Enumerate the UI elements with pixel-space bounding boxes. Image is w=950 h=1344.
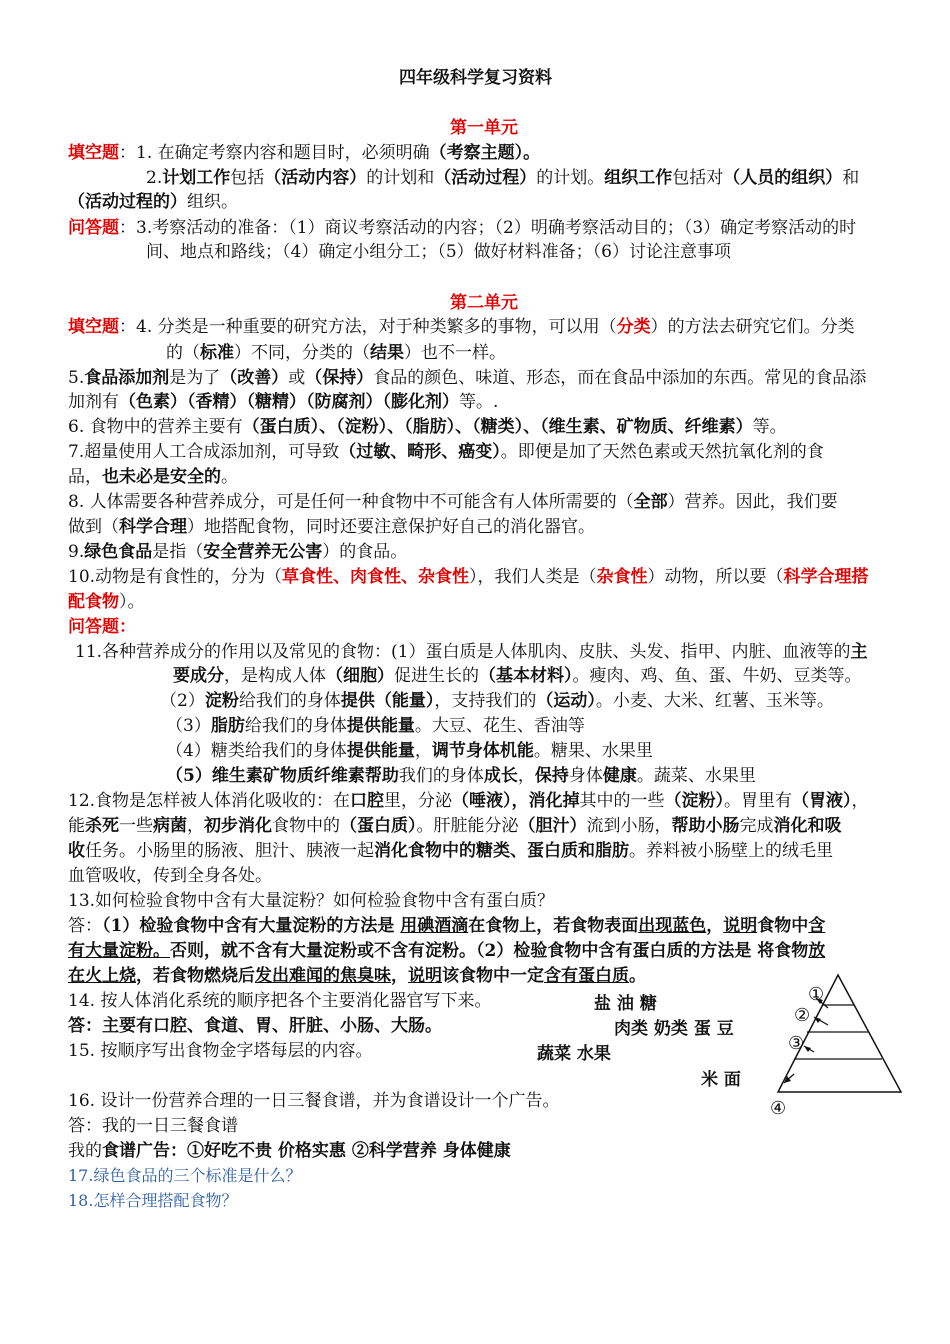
q13-answer-line2: 有大量淀粉。否则，就不含有大量淀粉或不含有淀粉。（2）检验食物中含有蛋白质的方法是 将食物放 — [68, 941, 826, 961]
unit2-q7-line1: 7.超量使用人工合成添加剂，可导致（过敏、畸形、癌变）。即便是加了天然色素或天然抗氧化剂的食 — [68, 442, 824, 462]
qa-label: 问答题 — [68, 218, 119, 238]
unit2-q5-line2: 加剂有（色素）（香精）（糖精）（防腐剂）（膨化剂）等。. — [68, 392, 499, 412]
unit1-heading: 第一单元 — [450, 118, 518, 138]
unit2-q9: 9.绿色食品是指（安全营养无公害）的食品。 — [68, 542, 408, 562]
pyramid-marker-1: ① — [808, 984, 825, 1005]
q11-line2: 要成分，是构成人体（细胞）促进生长的（基本材料）。瘦肉、鸡、鱼、蛋、牛奶、豆类等。 — [173, 666, 862, 686]
q13-answer-line1: 答：（1）检验食物中含有大量淀粉的方法是 用碘酒滴在食物上，若食物表面出现蓝色，说明食物中含 — [68, 916, 826, 936]
unit2-heading: 第二单元 — [450, 293, 518, 313]
q13-answer-line3: 在火上烧，若食物燃烧后发出难闻的焦臭味，说明该食物中一定含有蛋白质。 — [68, 966, 646, 986]
q11-line4: （3）脂肪给我们的身体提供能量。大豆、花生、香油等 — [166, 716, 585, 736]
unit2-q6: 6. 食物中的营养主要有（蛋白质）、（淀粉）、（脂肪）、（糖类）、（维生素、矿物质、纤维素）等。 — [68, 417, 787, 437]
pyramid-arrowhead-3 — [804, 1046, 811, 1052]
q16-question: 16. 设计一份营养合理的一日三餐食谱，并为食谱设计一个广告。 — [68, 1091, 560, 1111]
unit1-q2-line2: （活动过程的）组织。 — [68, 192, 238, 212]
q11-line3: （2）淀粉给我们的身体提供（能量），支持我们的（运动）。小麦、大米、红薯、玉米等。 — [160, 691, 834, 711]
q12-line3: 收任务。小肠里的肠液、胆汁、胰液一起消化食物中的糖类、蛋白质和脂肪。养料被小肠壁上的绒毛里 — [68, 841, 833, 861]
pyramid-layer4-label: 米 面 — [701, 1070, 741, 1090]
pyramid-layer1-label: 盐 油 糖 — [594, 994, 657, 1014]
q18: 18.怎样合理搭配食物？ — [68, 1191, 238, 1210]
unit1-q3-line2: 间、地点和路线；（4）确定小组分工；（5）做好材料准备；（6）讨论注意事项 — [146, 242, 731, 262]
pyramid-marker-2: ② — [794, 1005, 811, 1026]
unit1-q1: 填空题：1. 在确定考察内容和题目时，必须明确（考察主题）。 — [68, 143, 541, 163]
q12-line4: 血管吸收，传到全身各处。 — [68, 866, 272, 886]
unit2-q5-line1: 5.食品添加剂是为了（改善）或（保持）食品的颜色、味道、形态，而在食品中添加的东西。常见的食品添 — [68, 368, 867, 388]
q17: 17.绿色食品的三个标准是什么？ — [68, 1166, 302, 1185]
pyramid-layer2-label: 肉类 奶类 蛋 豆 — [614, 1019, 734, 1039]
unit1-q3-line1: 问答题：3.考察活动的准备：（1）商议考察活动的内容；（2）明确考察活动目的；（3）确定考察活动的时 — [68, 218, 857, 238]
q11-line6: （5）维生素矿物质纤维素帮助我们的身体成长，保持身体健康。蔬菜、水果里 — [166, 766, 756, 786]
q11-line1: 11.各种营养成分的作用以及常见的食物：(1）蛋白质是人体肌肉、皮肤、头发、指甲、内脏、血液等的主 — [75, 642, 868, 662]
q16-answer: 答：我的一日三餐食谱 — [68, 1116, 238, 1136]
unit2-q7-line2: 品，也未必是安全的。 — [68, 467, 238, 487]
q15-question: 15. 按顺序写出食物金字塔每层的内容。 — [68, 1041, 373, 1061]
pyramid-layer3-label: 蔬菜 水果 — [537, 1044, 611, 1064]
pyramid-marker-3: ③ — [788, 1033, 805, 1054]
unit2-q8-line1: 8. 人体需要各种营养成分，可是任何一种食物中不可能含有人体所需要的（全部）营养。因此，我们要 — [68, 492, 838, 512]
unit2-q4-line2: 的（标准）不同，分类的（结果）也不一样。 — [166, 343, 506, 363]
unit2-qa-label: 问答题： — [68, 617, 136, 637]
document-title: 四年级科学复习资料 — [399, 68, 552, 88]
unit2-q10-line1: 10.动物是有食性的，分为（草食性、肉食性、杂食性），我们人类是（杂食性）动物，所以要（科学合理搭 — [68, 567, 869, 587]
q14-question: 14. 按人体消化系统的顺序把各个主要消化器官写下来。 — [68, 991, 492, 1011]
q14-answer: 答：主要有口腔、食道、胃、肝脏、小肠、大肠。 — [68, 1016, 442, 1036]
q13-question: 13.如何检验食物中含有大量淀粉？如何检验食物中含有蛋白质？ — [68, 891, 555, 911]
unit1-q2-line1: 2.计划工作包括（活动内容）的计划和（活动过程）的计划。组织工作包括对（人员的组织）和 — [146, 168, 860, 188]
q11-line5: （4）糖类给我们的身体提供能量，调节身体机能。糖果、水果里 — [166, 741, 653, 761]
q16-ad: 我的食谱广告：①好吃不贵 价格实惠 ②科学营养 身体健康 — [68, 1141, 511, 1161]
q12-line2: 能杀死一些病菌，初步消化食物中的（蛋白质）。肝脏能分泌（胆汁）流到小肠，帮助小肠完成消化和吸 — [68, 816, 842, 836]
unit2-q10-line2: 配食物）。 — [68, 592, 145, 612]
pyramid-marker-4: ④ — [770, 1098, 787, 1119]
q12-line1: 12.食物是怎样被人体消化吸收的：在口腔里，分泌（唾液），消化掉其中的一些（淀粉）。胃里有（胃液）， — [68, 791, 869, 811]
fill-label: 填空题 — [68, 143, 119, 163]
unit2-q4-line1: 填空题：4. 分类是一种重要的研究方法，对于种类繁多的事物，可以用（分类）的方法去研究它们。分类 — [68, 317, 855, 337]
unit2-q8-line2: 做到（科学合理）地搭配食物，同时还要注意保护好自己的消化器官。 — [68, 517, 595, 537]
